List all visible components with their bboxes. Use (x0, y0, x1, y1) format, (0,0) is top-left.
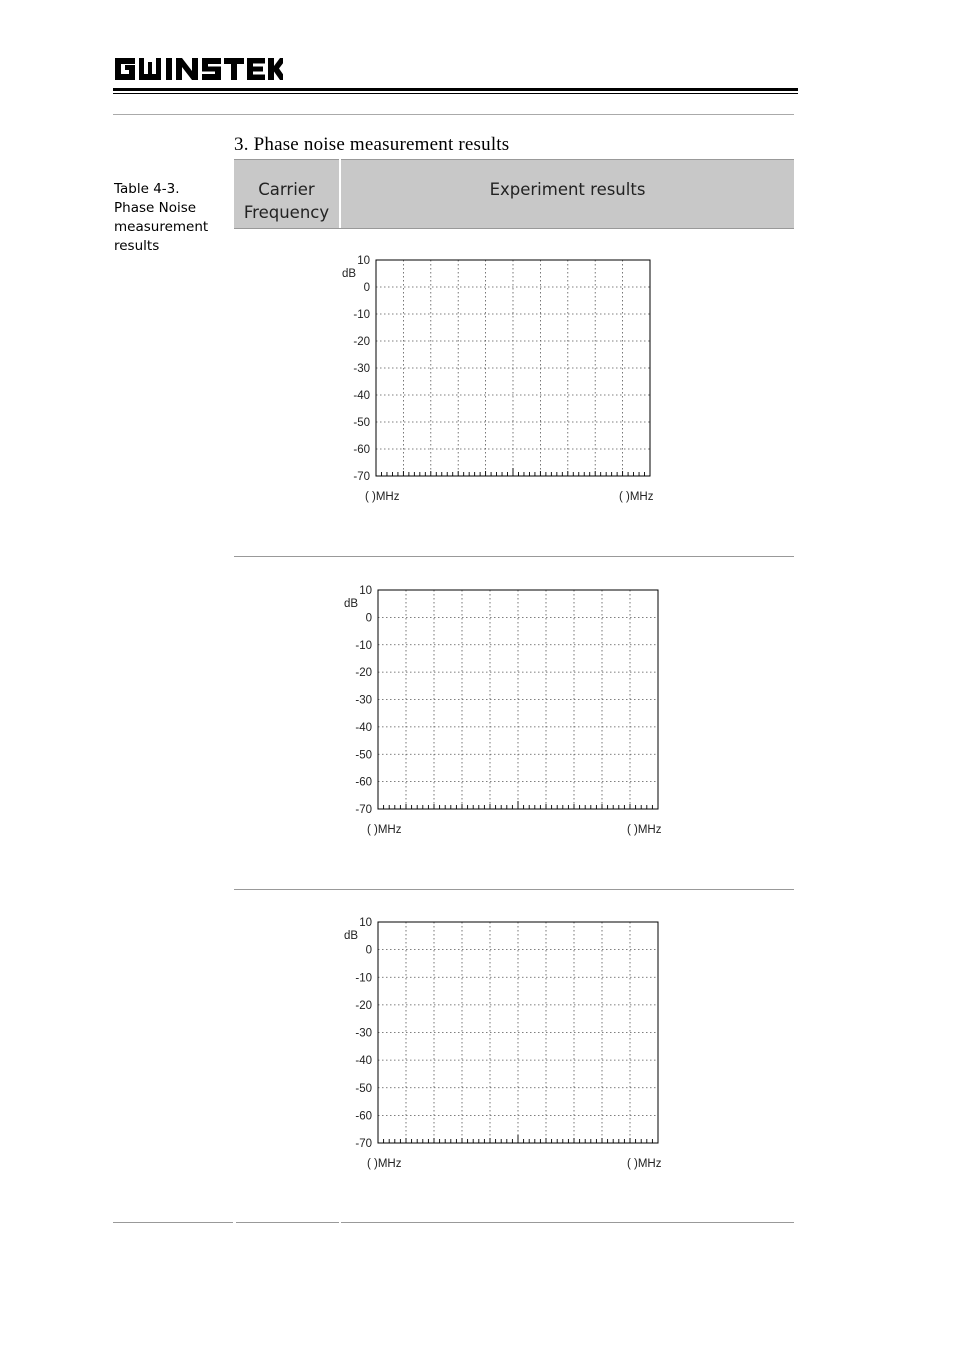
table-bottom-rule (341, 1222, 794, 1223)
caption-line: results (114, 238, 160, 254)
x-end-frequency-label: ( )MHz (627, 1158, 662, 1170)
y-tick-label: 0 (365, 612, 372, 625)
y-tick-label: -40 (353, 390, 370, 402)
y-tick-label: -60 (355, 1110, 372, 1123)
y-tick-label: -30 (355, 694, 372, 707)
y-tick-label: -30 (353, 363, 370, 375)
y-tick-label: -70 (353, 471, 370, 483)
column-header-line: Carrier (258, 180, 315, 199)
y-tick-label: -40 (355, 721, 372, 734)
y-tick-label: -30 (355, 1027, 372, 1040)
column-header-line: Frequency (243, 203, 330, 222)
y-axis-unit: dB (344, 598, 359, 610)
x-start-frequency-label: ( )MHz (367, 824, 402, 836)
y-axis-unit: dB (344, 930, 359, 942)
column-header-experiment-results: Experiment results (489, 180, 646, 199)
y-tick-label: 10 (359, 917, 372, 929)
caption-line: Table 4-3. (114, 181, 180, 197)
x-end-frequency-label: ( )MHz (619, 491, 654, 503)
y-tick-label: -50 (355, 749, 372, 762)
y-tick-label: -20 (355, 667, 372, 680)
caption-line: Phase Noise (114, 200, 197, 216)
y-tick-label: 0 (365, 944, 372, 957)
x-start-frequency-label: ( )MHz (365, 491, 400, 503)
y-tick-label: 10 (359, 585, 372, 597)
y-tick-label: -60 (355, 776, 372, 789)
section-title: 3. Phase noise measurement results (234, 134, 510, 155)
caption-line: measurement (114, 219, 209, 235)
y-tick-label: -10 (355, 639, 372, 652)
y-tick-label: -50 (353, 417, 370, 429)
y-tick-label: -70 (355, 804, 372, 816)
y-tick-label: -10 (355, 972, 372, 985)
x-end-frequency-label: ( )MHz (627, 824, 662, 836)
y-tick-label: 0 (363, 282, 370, 294)
y-tick-label: -70 (355, 1138, 372, 1150)
x-start-frequency-label: ( )MHz (367, 1158, 402, 1170)
y-tick-label: -10 (353, 309, 370, 321)
y-tick-label: -50 (355, 1082, 372, 1095)
y-tick-label: -20 (353, 336, 370, 348)
table-bottom-rule (113, 1222, 233, 1223)
y-tick-label: -40 (355, 1055, 372, 1068)
y-tick-label: 10 (357, 255, 370, 267)
y-tick-label: -60 (353, 444, 370, 456)
table-bottom-rule (236, 1222, 339, 1223)
y-tick-label: -20 (355, 999, 372, 1012)
y-axis-unit: dB (342, 268, 357, 280)
